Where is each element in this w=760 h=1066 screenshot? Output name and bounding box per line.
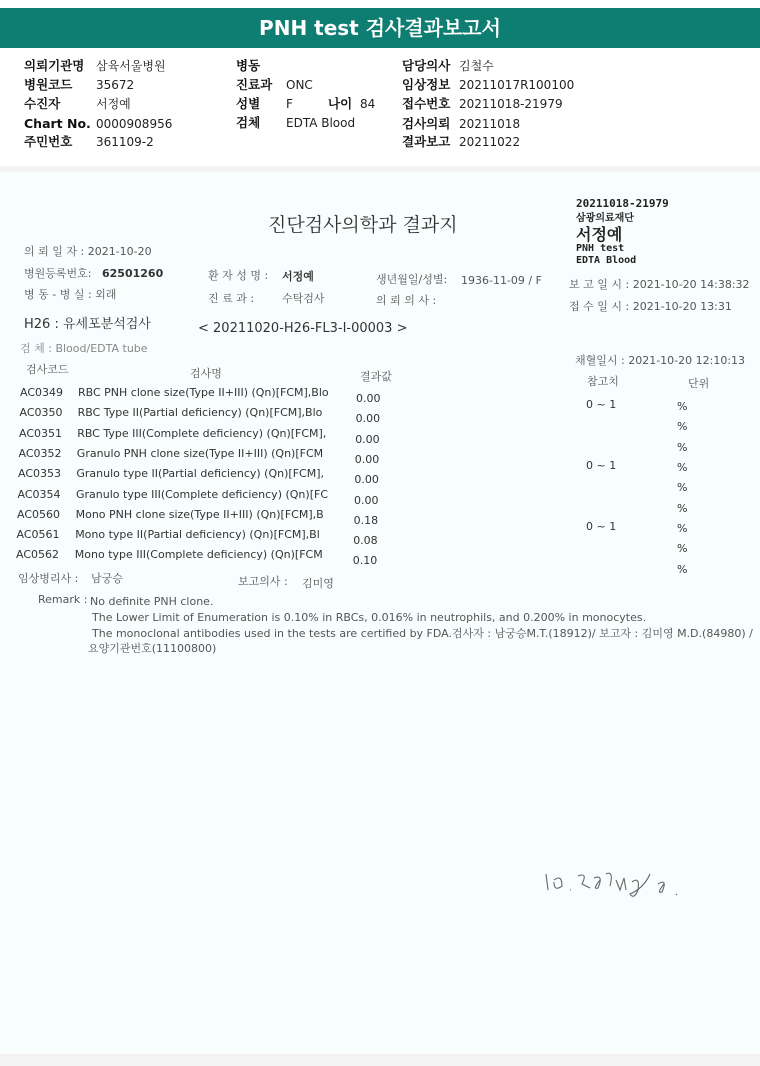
row-ref: 0 ~ 1 <box>586 458 617 472</box>
row-result: 0.00 <box>354 493 379 507</box>
doctor-label: 담당의사 <box>402 58 451 73</box>
report-title: PNH test 검사결과보고서 <box>0 8 760 48</box>
report-time: 보 고 일 시 : 2021-10-20 14:38:32 <box>569 278 750 291</box>
handwritten-signature <box>540 860 700 910</box>
reg-no-value: 62501260 <box>102 267 164 280</box>
request-date: 의 뢰 일 자 : 2021-10-20 <box>24 245 152 258</box>
row-unit: % <box>677 420 688 433</box>
remark-label: Remark : <box>38 593 88 606</box>
row-name: RBC Type III(Complete deficiency) (Qn)[FCM], <box>77 426 327 440</box>
id-value: 361109-2 <box>96 135 154 149</box>
pathologist-label: 임상병리사 : <box>18 572 79 585</box>
stamp-patient: 서정예 <box>576 225 623 244</box>
col-name: 검사명 <box>190 367 222 380</box>
row-name: Mono type II(Partial deficiency) (Qn)[FCM],Bl <box>75 528 320 542</box>
birth-label: 생년월일/성별: <box>376 273 448 286</box>
age-label: 나이 <box>328 96 353 111</box>
doctor-value: 김철수 <box>459 59 494 73</box>
clinical-label: 임상정보 <box>402 77 451 92</box>
section-title: H26 : 유세포분석검사 <box>24 317 151 332</box>
stamp-test: PNH test <box>576 243 625 254</box>
chart-value: 0000908956 <box>96 117 173 131</box>
code-value: 35672 <box>96 78 135 92</box>
sheet-patient-label: 환 자 성 명 : <box>208 269 269 282</box>
ward-room: 병 동 - 병 실 : 외래 <box>24 288 117 301</box>
row-unit: % <box>677 461 688 474</box>
row-name: Granulo type III(Complete deficiency) (Qn)[FC <box>76 487 328 501</box>
age-value: 84 <box>360 97 376 111</box>
row-unit: % <box>677 502 688 515</box>
row-code: AC0350 <box>19 406 63 420</box>
reporter-label: 보고의사 : <box>238 575 288 588</box>
row-name: Granulo PNH clone size(Type II+III) (Qn)[FCM <box>76 446 324 460</box>
row-name: Granulo type II(Partial deficiency) (Qn)[FCM], <box>76 467 324 481</box>
row-name: Mono PNH clone size(Type II+III) (Qn)[FCM],B <box>75 507 324 521</box>
dept-label: 진료과 <box>236 77 273 92</box>
row-unit: % <box>677 563 688 576</box>
row-unit: % <box>677 481 688 494</box>
hospital-label: 의뢰기관명 <box>24 58 85 73</box>
collect-time: 채혈일시 : 2021-10-20 12:10:13 <box>575 354 746 367</box>
row-code: AC0561 <box>16 528 60 542</box>
hospital-value: 삼육서울병원 <box>96 59 166 73</box>
code-label: 병원코드 <box>24 77 73 92</box>
row-unit: % <box>677 400 688 413</box>
sheet-dept-value: 수탁검사 <box>282 292 325 305</box>
remark-line: 요양기관번호(11100800) <box>88 642 217 655</box>
col-unit: 단위 <box>688 377 710 390</box>
row-unit: % <box>677 441 688 454</box>
receipt-time: 접 수 일 시 : 2021-10-20 13:31 <box>569 300 732 313</box>
ward-label: 병동 <box>236 58 261 73</box>
row-ref: 0 ~ 1 <box>586 398 617 411</box>
remark-line: The monoclonal antibodies used in the tests are certified by FDA.검사자 : 남궁승M.T.(18912)/ 보고자 : 김미영 M.D.(84980) / <box>92 627 753 640</box>
row-unit: % <box>677 542 688 555</box>
sheet-doctor-label: 의 뢰 의 사 : <box>376 294 437 307</box>
row-result: 0.10 <box>352 554 378 568</box>
row-code: AC0562 <box>16 548 60 562</box>
patient-label: 수진자 <box>24 96 61 111</box>
row-result: 0.00 <box>354 473 379 487</box>
patient-value: 서정예 <box>96 97 131 111</box>
chart-label: Chart No. <box>24 116 91 131</box>
sex-value: F <box>286 97 293 111</box>
remark-line: The Lower Limit of Enumeration is 0.10% in RBCs, 0.016% in neutrophils, and 0.200% in monocytes. <box>92 611 647 624</box>
receipt-label: 접수번호 <box>402 96 451 111</box>
row-code: AC0353 <box>18 467 62 481</box>
row-name: RBC Type II(Partial deficiency) (Qn)[FCM],Blo <box>77 406 323 420</box>
reg-no-label: 병원등록번호: <box>24 267 92 280</box>
row-result: 0.18 <box>353 513 379 527</box>
request-value: 20211018 <box>459 117 521 131</box>
row-name: RBC PNH clone size(Type II+III) (Qn)[FCM],Blo <box>78 386 329 399</box>
row-result: 0.00 <box>355 412 381 426</box>
row-code: AC0351 <box>19 426 63 440</box>
sheet-title: 진단검사의학과 결과지 <box>268 214 458 236</box>
specimen-value: EDTA Blood <box>286 116 356 130</box>
row-code: AC0352 <box>18 446 62 460</box>
pathologist-value: 남궁승 <box>91 572 123 585</box>
col-ref: 참고치 <box>587 375 619 388</box>
sheet-specimen: 검 체 : Blood/EDTA tube <box>20 342 148 355</box>
row-result: 0.00 <box>356 392 381 405</box>
row-code: AC0560 <box>17 507 61 521</box>
specimen-label: 검체 <box>236 115 261 130</box>
report-header <box>0 48 760 166</box>
report-banner <box>0 0 760 48</box>
stamp-specimen: EDTA Blood <box>576 255 637 266</box>
report-label: 결과보고 <box>402 134 451 149</box>
report-value: 20211022 <box>459 135 521 149</box>
sheet-dept-label: 진 료 과 : <box>208 292 255 305</box>
col-result: 결과값 <box>360 370 392 383</box>
row-code: AC0349 <box>20 386 64 399</box>
remark-line: No definite PNH clone. <box>90 595 214 608</box>
row-result: 0.08 <box>353 534 378 548</box>
reporter-value: 김미영 <box>302 577 334 590</box>
row-unit: % <box>677 522 688 535</box>
request-label: 검사의뢰 <box>402 116 451 131</box>
receipt-value: 20211018-21979 <box>459 97 563 111</box>
id-label: 주민번호 <box>24 134 73 149</box>
row-code: AC0354 <box>17 487 61 501</box>
barcode-number: < 20211020-H26-FL3-I-00003 > <box>198 321 408 336</box>
clinical-value: 20211017R100100 <box>459 78 575 92</box>
dept-value: ONC <box>286 78 313 92</box>
sex-label: 성별 <box>236 96 261 111</box>
row-name: Mono type III(Complete deficiency) (Qn)[FCM <box>74 548 323 562</box>
birth-value: 1936-11-09 / F <box>461 274 542 287</box>
col-code: 검사코드 <box>26 363 69 376</box>
stamp-org: 삼광의료재단 <box>576 213 634 224</box>
row-ref: 0 ~ 1 <box>586 519 617 533</box>
sheet-patient-value: 서정예 <box>282 270 314 283</box>
row-result: 0.00 <box>355 432 380 446</box>
row-result: 0.00 <box>354 452 380 466</box>
stamp-receipt: 20211018-21979 <box>576 197 669 210</box>
